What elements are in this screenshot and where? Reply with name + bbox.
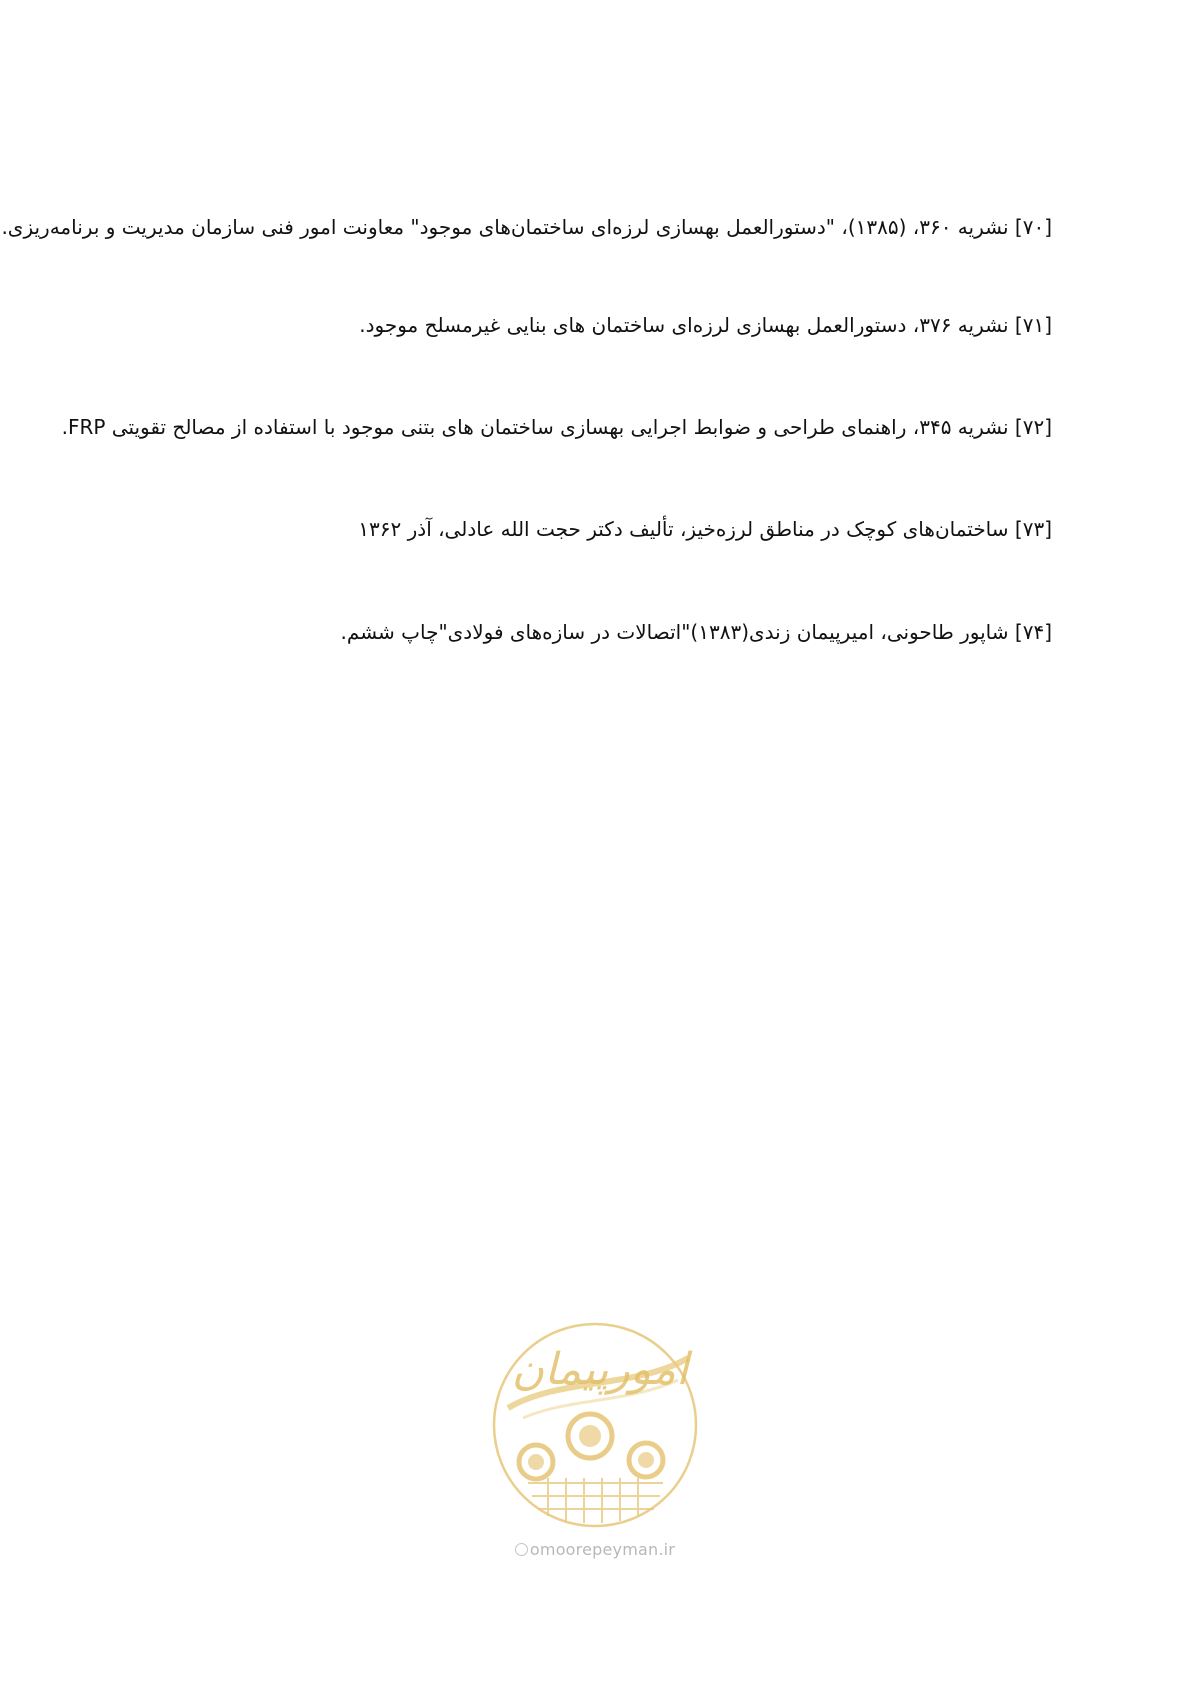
watermark-url-text: omoorepeyman.ir — [529, 1540, 676, 1559]
reference-item: [۷۱] نشریه ۳۷۶، دستورالعمل بهسازی لرزه‌ای ساختمان های بنایی غیرمسلح موجود. — [359, 313, 1052, 337]
globe-icon — [515, 1543, 528, 1556]
reference-item: [۷۲] نشریه ۳۴۵، راهنمای طراحی و ضوابط اجرایی بهسازی ساختمان های بتنی موجود با استفاده از مصالح تقویتی FRP. — [61, 415, 1052, 439]
reference-item: [۷۳] ساختمان‌های کوچک در مناطق لرزه‌خیز، تألیف دکتر حجت الله عادلی، آذر ۱۳۶۲ — [358, 517, 1052, 541]
watermark-logo — [488, 1318, 702, 1568]
reference-item: [۷۰] نشریه ۳۶۰، (۱۳۸۵)، "دستورالعمل بهسازی لرزه‌ای ساختمان‌های موجود" معاونت امور فنی سازمان مدیریت و برنامه‌ریزی. — [1, 215, 1052, 239]
watermark-url — [488, 1540, 702, 1559]
reference-item: [۷۴] شاپور طاحونی، امیرپیمان زندی(۱۳۸۳)"اتصالات در سازه‌های فولادی"چاپ ششم. — [340, 620, 1052, 644]
logo-seal-icon — [488, 1318, 702, 1532]
logo-calligraphy-text: امورپیمان — [511, 1344, 689, 1395]
